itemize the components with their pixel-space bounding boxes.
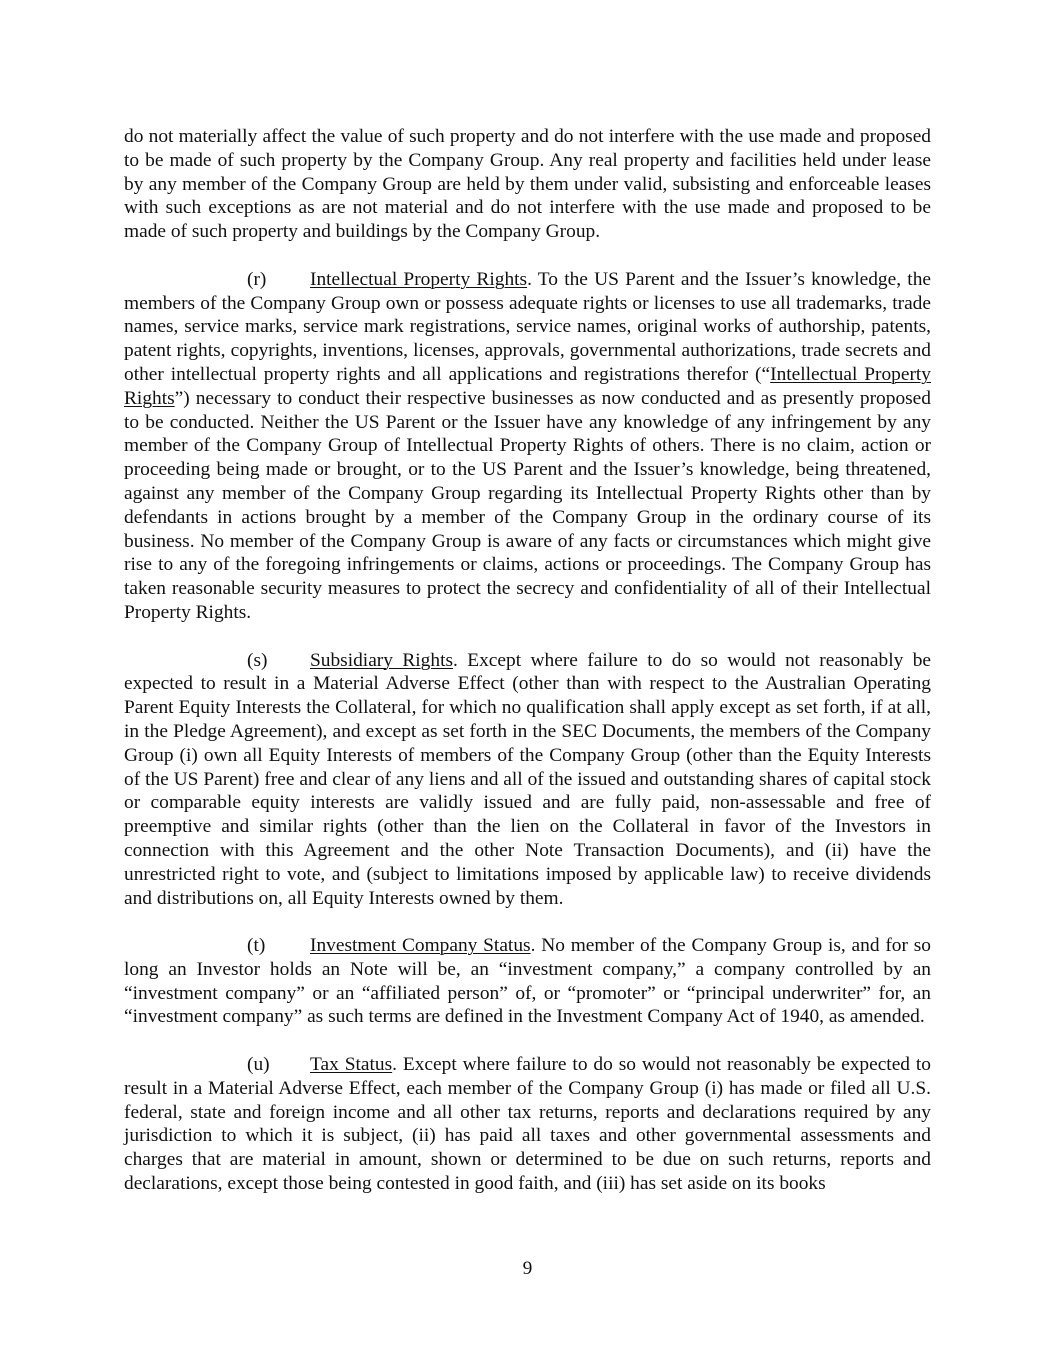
section-t-paragraph	[124, 934, 931, 1029]
page-number: 9	[522, 1258, 533, 1279]
section-s-text: . Except where failure to do so would not reasonably be expected to result in a Material Adverse Effect (other than with respect to the Australian Operating Parent Equity Interests the Collateral, for which no qualification shall apply except as set forth, if at all, in the Pledge Agreement), and except as set forth in the SEC Documents, the members of the Company Group (i) own all Equity Interests of members of the Company Group (other than the Equity Interests of the US Parent) free and clear of any liens and all of the issued and outstanding shares of capital stock or comparable equity interests are validly issued and are fully paid, non-assessable and free of preemptive and similar rights (other than the lien on the Collateral in favor of the Investors in connection with this Agreement and the other Note Transaction Documents), and (ii) have the unrestricted right to vote, and (subject to limitations imposed by applicable law) to receive dividends and distributions on, all Equity Interests owned by them.	[124, 649, 932, 909]
document-body	[124, 125, 931, 1196]
section-t-number: (t)	[247, 935, 266, 957]
section-u-heading: Tax Status	[310, 1054, 393, 1076]
section-r-defined-term: Intellectual Property Rights	[124, 363, 932, 409]
section-r-number: (r)	[247, 268, 267, 290]
section-t-heading: Investment Company Status	[310, 935, 531, 957]
section-t-text: . No member of the Company Group is, and for so long an Investor holds an Note will be, an “investment company,” a company controlled by an “investment company” or an “affiliated person” of, or “promoter” or “principal underwriter” for, an “investment company” as such terms are defined in the Investment Company Act of 1940, as amended.	[124, 935, 931, 1028]
section-r-text-2: ”) necessary to conduct their respective businesses as now conducted and as presently proposed to be conducted. Neither the US Parent or the Issuer have any knowledge of any infringement by any member of the Company Group of Intellectual Property Rights of others. There is no claim, action or proceeding being made or brought, or to the US Parent and the Issuer’s knowledge, being threatened, against any member of the Company Group regarding its Intellectual Property Rights other than by defendants in actions brought by a member of the Company Group in the ordinary course of its business. No member of the Company Group is aware of any facts or circumstances which might give rise to any of the foregoing infringements or claims, actions or proceedings. The Company Group has taken reasonable security measures to protect the secrecy and confidentiality of all of their Intellectual Property Rights.	[124, 387, 931, 623]
section-s-heading: Subsidiary Rights	[310, 649, 454, 671]
continuation-paragraph: do not materially affect the value of such property and do not interfere with the use made and proposed to be made of such property by the Company Group. Any real property and facilities held under lease by any member of the Company Group are held by them under valid, subsisting and enforceable leases with such exceptions as are not material and do not interfere with the use made and proposed to be made of such property and buildings by the Company Group.	[124, 126, 931, 243]
section-r-text-1: . To the US Parent and the Issuer’s knowledge, the members of the Company Group own or possess adequate rights or licenses to use all trademarks, trade names, service marks, service mark registrations, service names, original works of authorship, patents, patent rights, copyrights, inventions, licenses, approvals, governmental authorizations, trade secrets and other intellectual property rights and all applications and registrations therefor (“	[124, 268, 931, 385]
section-u-number: (u)	[247, 1054, 270, 1076]
section-r-heading: Intellectual Property Rights	[310, 268, 528, 290]
section-s-paragraph	[124, 649, 931, 911]
section-r-paragraph	[124, 268, 931, 625]
section-s-number: (s)	[247, 649, 268, 671]
section-u-paragraph	[124, 1053, 931, 1196]
section-u-text: . Except where failure to do so would not reasonably be expected to result in a Material Adverse Effect, each member of the Company Group (i) has made or filed all U.S. federal, state and foreign income and all other tax returns, reports and declarations required by any jurisdiction to which it is subject, (ii) has paid all taxes and other governmental assessments and charges that are material in amount, shown or determined to be due on such returns, reports and declarations, except those being contested in good faith, and (iii) has set aside on its books	[124, 1054, 931, 1195]
